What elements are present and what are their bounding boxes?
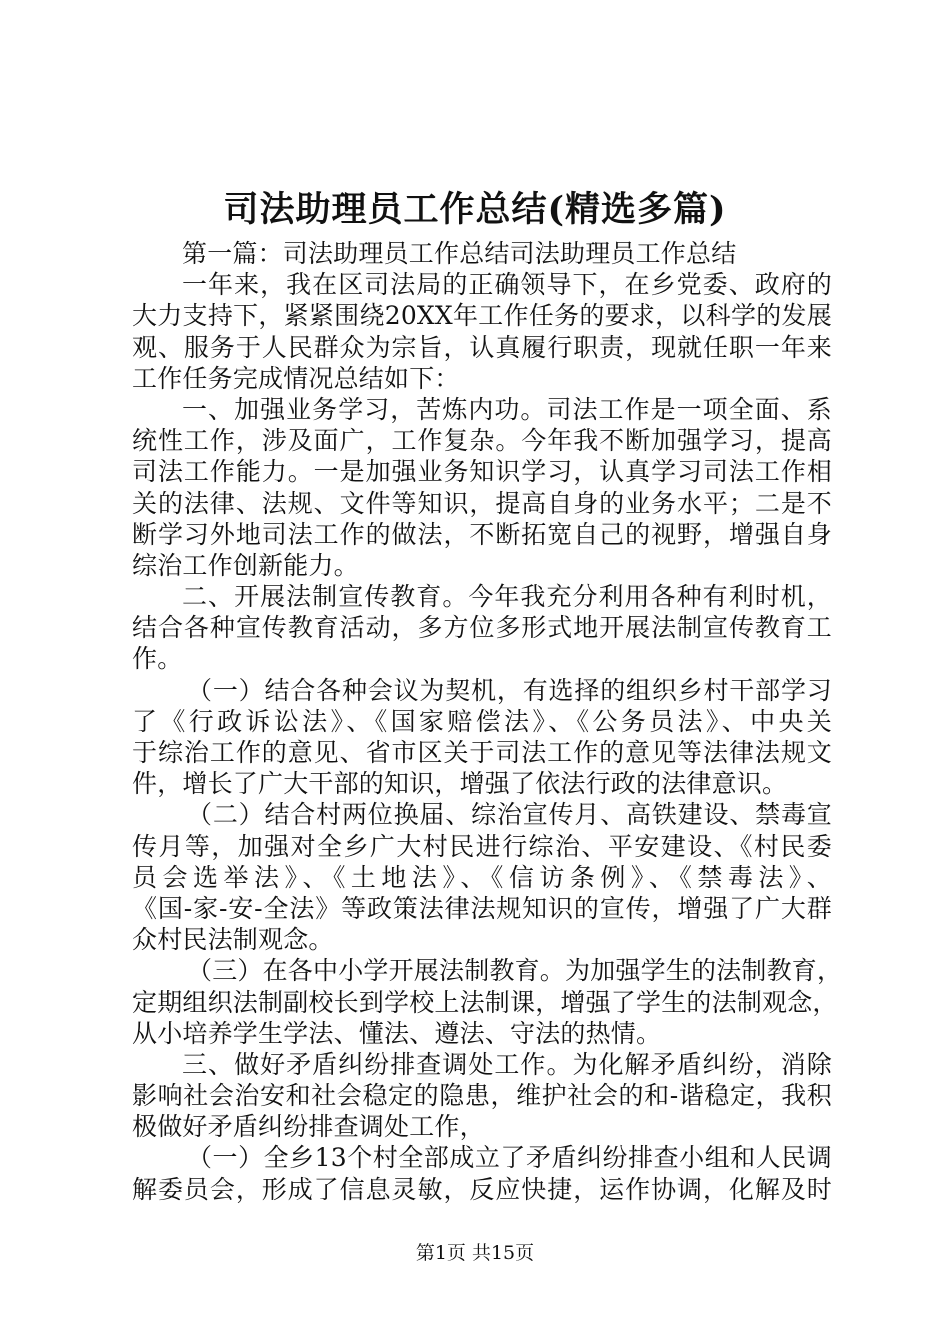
text-line: 断学习外地司法工作的做法，不断拓宽自己的视野，增强自身 bbox=[132, 519, 832, 549]
page-number: 第1页 共15页 bbox=[415, 1242, 535, 1264]
text-line: （二）结合村两位换届、综治宣传月、高铁建设、禁毒宣 bbox=[187, 800, 832, 830]
text-line: 综治工作创新能力。 bbox=[132, 550, 359, 580]
text-line: （一）结合各种会议为契机，有选择的组织乡村干部学习 bbox=[187, 675, 832, 705]
text-line: 定期组织法制副校长到学校上法制课，增强了学生的法制观念， bbox=[132, 987, 838, 1017]
document-title: 司法助理员工作总结(精选多篇) bbox=[223, 189, 727, 230]
text-line: 第一篇：司法助理员工作总结司法助理员工作总结 bbox=[182, 239, 737, 268]
text-line: 于综治工作的意见、省市区关于司法工作的意见等法律法规文 bbox=[132, 738, 832, 767]
text-line: 统性工作，涉及面广，工作复杂。今年我不断加强学习，提高 bbox=[132, 426, 832, 456]
text-line: 司法工作能力。一是加强业务知识学习，认真学习司法工作相 bbox=[132, 457, 832, 487]
text-line: 三、做好矛盾纠纷排查调处工作。为化解矛盾纠纷，消除 bbox=[182, 1049, 832, 1079]
text-line: 一年来，我在区司法局的正确领导下，在乡党委、政府的 bbox=[182, 270, 832, 300]
text-line: 从小培养学生学法、懂法、遵法、守法的热情。 bbox=[132, 1018, 662, 1048]
text-line: 大力支持下，紧紧围绕20XX年工作任务的要求，以科学的发展 bbox=[132, 301, 832, 331]
text-line: 观、服务于人民群众为宗旨，认真履行职责，现就任职一年来 bbox=[132, 332, 832, 362]
text-line: 工作任务完成情况总结如下： bbox=[132, 363, 460, 393]
text-line: 一、加强业务学习，苦炼内功。司法工作是一项全面、系 bbox=[182, 394, 832, 424]
text-line: 极做好矛盾纠纷排查调处工作， bbox=[132, 1112, 485, 1142]
text-line: （一）全乡13个村全部成立了矛盾纠纷排查小组和人民调 bbox=[187, 1143, 832, 1173]
text-line: 传月等，加强对全乡广大村民进行综治、平安建设、《村民委 bbox=[132, 831, 832, 861]
text-line: 影响社会治安和社会稳定的隐患，维护社会的和-谐稳定，我积 bbox=[132, 1081, 832, 1111]
document-body bbox=[132, 238, 843, 1205]
text-line: 二、开展法制宣传教育。今年我充分利用各种有利时机， bbox=[182, 582, 832, 612]
text-line: （三）在各中小学开展法制教育。为加强学生的法制教育， bbox=[187, 956, 843, 986]
text-line: 作。 bbox=[132, 644, 183, 674]
text-line: 解委员会，形成了信息灵敏，反应快捷，运作协调，化解及时 bbox=[132, 1174, 832, 1204]
text-line: 结合各种宣传教育活动，多方位多形式地开展法制宣传教育工 bbox=[132, 613, 832, 643]
text-line: 众村民法制观念。 bbox=[132, 925, 334, 955]
text-line: 了《行政诉讼法》、《国家赔偿法》、《公务员法》、中央关 bbox=[132, 706, 832, 736]
text-line: 件，增长了广大干部的知识，增强了依法行政的法律意识。 bbox=[132, 769, 788, 799]
text-line: 员会选举法》、《土地法》、《信访条例》、《禁毒法》、 bbox=[132, 862, 832, 892]
text-line: 《国-家-安-全法》等政策法律法规知识的宣传，增强了广大群 bbox=[132, 893, 832, 923]
text-line: 关的法律、法规、文件等知识，提高自身的业务水平；二是不 bbox=[132, 488, 832, 518]
